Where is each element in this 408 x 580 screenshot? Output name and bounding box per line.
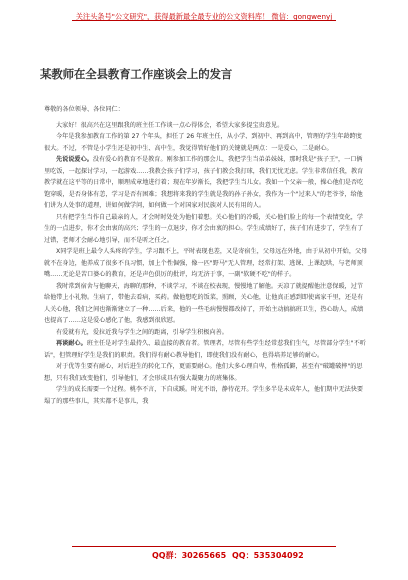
paragraph: 对于优等生要有耐心，对后进生的转化工作，更需要耐心。他们大多心理自卑，性格孤僻，甚至有"破罐破摔"的思想，只有我们改变他们，引导他们，才会形成具有强大凝聚力的班集体。 — [44, 363, 363, 382]
section-lead: 再谈耐心。 — [56, 340, 87, 347]
header-divider — [72, 20, 336, 21]
section-lead: 先说说爱心。 — [56, 156, 93, 163]
paragraph: 再谈耐心。班主任是对学生最持久、最直接的教育者。管理者，尽管有些学生经常惹我们生气，尽管部分学生"不听话"，但管理好学生是我们的职责。我们得有耐心教导他们，即使我们没有耐心，也得培养足够的耐心。 — [44, 340, 366, 359]
header-banner — [0, 4, 408, 24]
footer-qq-contact: QQ：535304092 — [232, 551, 304, 560]
paragraph: 先说说爱心。没有爱心的教育不是教育。刚参加工作的那会儿，我把学生当弟弟妹妹，那时我是"孩子王"，一口俩里吃饭，一起探讨学习，一起游戏……我教会孩子们学习，孩子们教会我打球，我们无忧无虑。学生非常信任我，教育教学就在这平等的日常中，顺理成章地进行着；现在年岁渐长，我把学生当儿女。我如一个父亲一般，操心他们是否吃饱穿暖，是否身体有恙，学习是否有困难；我想将来我的学生就是我的孙子孙女，我作为一个"过来人"的老爷爷，给他们讲为人处事的道理，讲如何做学问，如何做一个对国家对民族对人民有用的人。 — [44, 156, 364, 209]
banner-text: 关注头条号"公文研究"，获得最新最全最专业的公文资料库！ 微信：gongwenyj — [75, 12, 333, 21]
footer-qq-group: QQ群：30265665 — [152, 551, 227, 560]
paragraph: 大家好！很高兴在这里跟我的班主任工作谈一点心得体会，希望大家多提宝贵意见。 — [56, 121, 284, 129]
paragraph: 我时常到宿舍与他聊天，海聊的那种，不谈学习，不谈在校表现，慢慢地了解他。天凉了就提醒他注意保暖，过节给他带上小礼物。生病了，带他去看病，买药。做他想吃的饭菜，照顾，关心他，让他真正感到即使离家千里，还是有人关心他，我们之间也渐渐建立了一种……后来，他的一些毛病慢慢都改掉了，开始主动搞搞班卫生，热心助人，成绩也提高了……这是爱心感化了他，我感到很欣慰。 — [44, 282, 364, 324]
document-body — [44, 104, 368, 407]
footer — [0, 546, 408, 564]
paragraph: X同学是班上最令人头疼的学生，学习跟不上，平时表现也差，又是寄宿生，父母远在外地，由于从初中开始，父母就不在身边，他养成了很多不良习惯，加上个性倔强，像一匹"野马"无人管理，经常打架、逃课、上课起哄，与老师顶嘴……无论是苦口婆心的教育，还是声色俱厉的批评，均无济于事，一副"软硬不吃"的样子。 — [44, 248, 368, 278]
footer-divider — [72, 546, 336, 547]
paragraph: 今年是我参加教育工作的第 27 个年头，担任了 26 年班主任，从小学、到初中、再到高中，管理的学生年龄跨度很大。不过，不管是小学生还是初中生、高中生，我觉得管好他们的关键就是两点：一是爱心，二是耐心。 — [44, 133, 362, 152]
paragraph: 有爱就有光，爱拉近我与学生之间的距离，引导学生积极向善。 — [56, 328, 228, 336]
salutation: 尊敬的各位领导、各位同仁： — [44, 106, 124, 113]
document-title: 某教师在全县教育工作座谈会上的发言 — [40, 67, 233, 81]
paragraph: 只有把学生当作自己最亲的人，才会时时处处为他们着想。关心他们的冷暖，关心他们脸上的每一个表情变化，学生的一点进步，你才会由衷的高兴；学生的一点退步，你才会由衷的担心。学生成绩好了，孩子们有进步了，学生有了过错，老师才会耐心地引导，而不是听之任之。 — [44, 213, 364, 244]
paragraph: 学生的成长需要一个过程。桃李不言，下自成蹊。时光不语，静待花开。学生多半是未成年人，他们期中无法快要塌了的那些事儿，其实都不是事儿，我 — [44, 386, 364, 405]
